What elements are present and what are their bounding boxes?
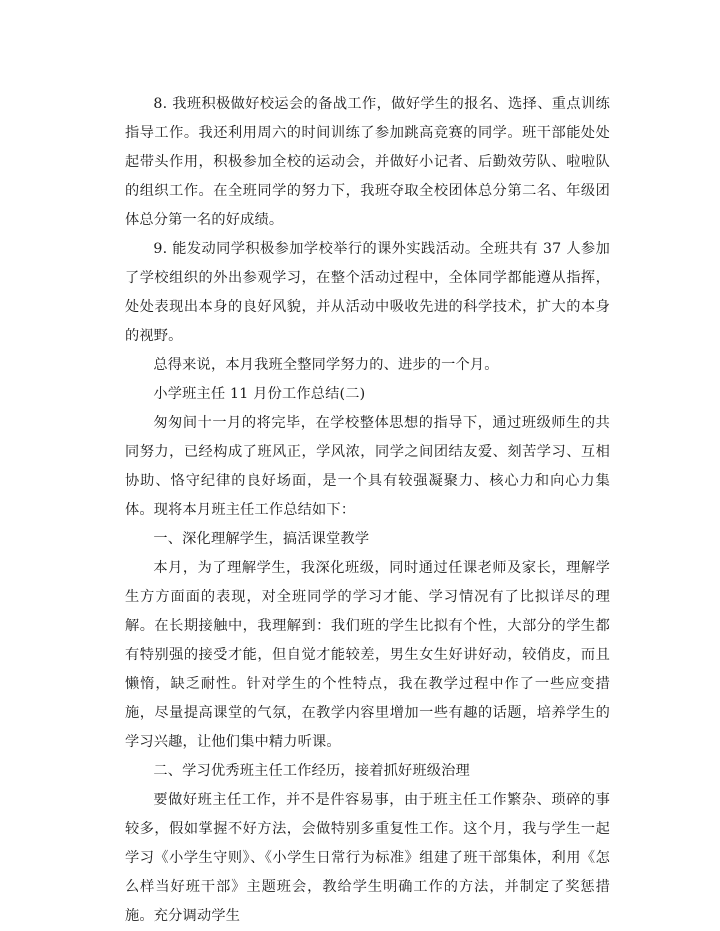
section-heading-2: 二、学习优秀班主任工作经历，接着抓好班级治理	[153, 763, 470, 779]
paragraph-section-1: 本月，为了理解学生，我深化班级，同时通过任课老师及家长，理解学生方方面面的表现，对全班同学的学习才能、学习情况有了比拟详尽的理解。在长期接触中，我理解到：我们班的学生比拟有个性，大部分的学生都有特别强的接受才能，但自觉才能较差，男生女生好讲好动，较俏皮，而且懒惰，缺乏耐性。针对学生的个性特点，我在教学过程中作了一些应变措施，尽量提高课堂的气氛，在教学内容里增加一些有趣的话题，培养学生的学习兴趣，让他们集中精力听课。	[125, 560, 610, 750]
paragraph-section-2: 要做好班主任工作，并不是件容易事，由于班主任工作繁杂、琐碎的事较多，假如掌握不好方法，会做特别多重复性工作。这个月，我与学生一起学习《小学生守则》、《小学生日常行为标准》组建了班干部集体，利用《怎么样当好班干部》主题班会，教给学生明确工作的方法，并制定了奖惩措施。充分调动学生	[125, 792, 610, 924]
document-body	[125, 90, 610, 931]
section-heading-1: 一、深化理解学生，搞活课堂教学	[153, 531, 370, 547]
paragraph-intro: 匆匆间十一月的将完毕，在学校整体思想的指导下，通过班级师生的共同努力，已经构成了班风正，学风浓，同学之间团结友爱、刻苦学习、互相协助、恪守纪律的良好场面，是一个具有较强凝聚力、核心力和向心力集体。现将本月班主任工作总结如下：	[125, 415, 610, 518]
paragraph-item-9: 9. 能发动同学积极参加学校举行的课外实践活动。全班共有 37 人参加了学校组织的外出参观学习，在整个活动过程中，全体同学都能遵从指挥，处处表现出本身的良好风貌，并从活动中吸收先进的科学技术，扩大的本身的视野。	[125, 241, 610, 344]
paragraph-summary: 总得来说，本月我班全整同学努力的、进步的一个月。	[153, 357, 499, 373]
section-title: 小学班主任 11 月份工作总结(二)	[153, 386, 366, 402]
paragraph-item-8: 8. 我班积极做好校运会的备战工作，做好学生的报名、选择、重点训练指导工作。我还利用周六的时间训练了参加跳高竞赛的同学。班干部能处处起带头作用，积极参加全校的运动会，并做好小记者、后勤效劳队、啦啦队的组织工作。在全班同学的努力下，我班夺取全校团体总分第二名、年级团体总分第一名的好成绩。	[125, 96, 610, 228]
